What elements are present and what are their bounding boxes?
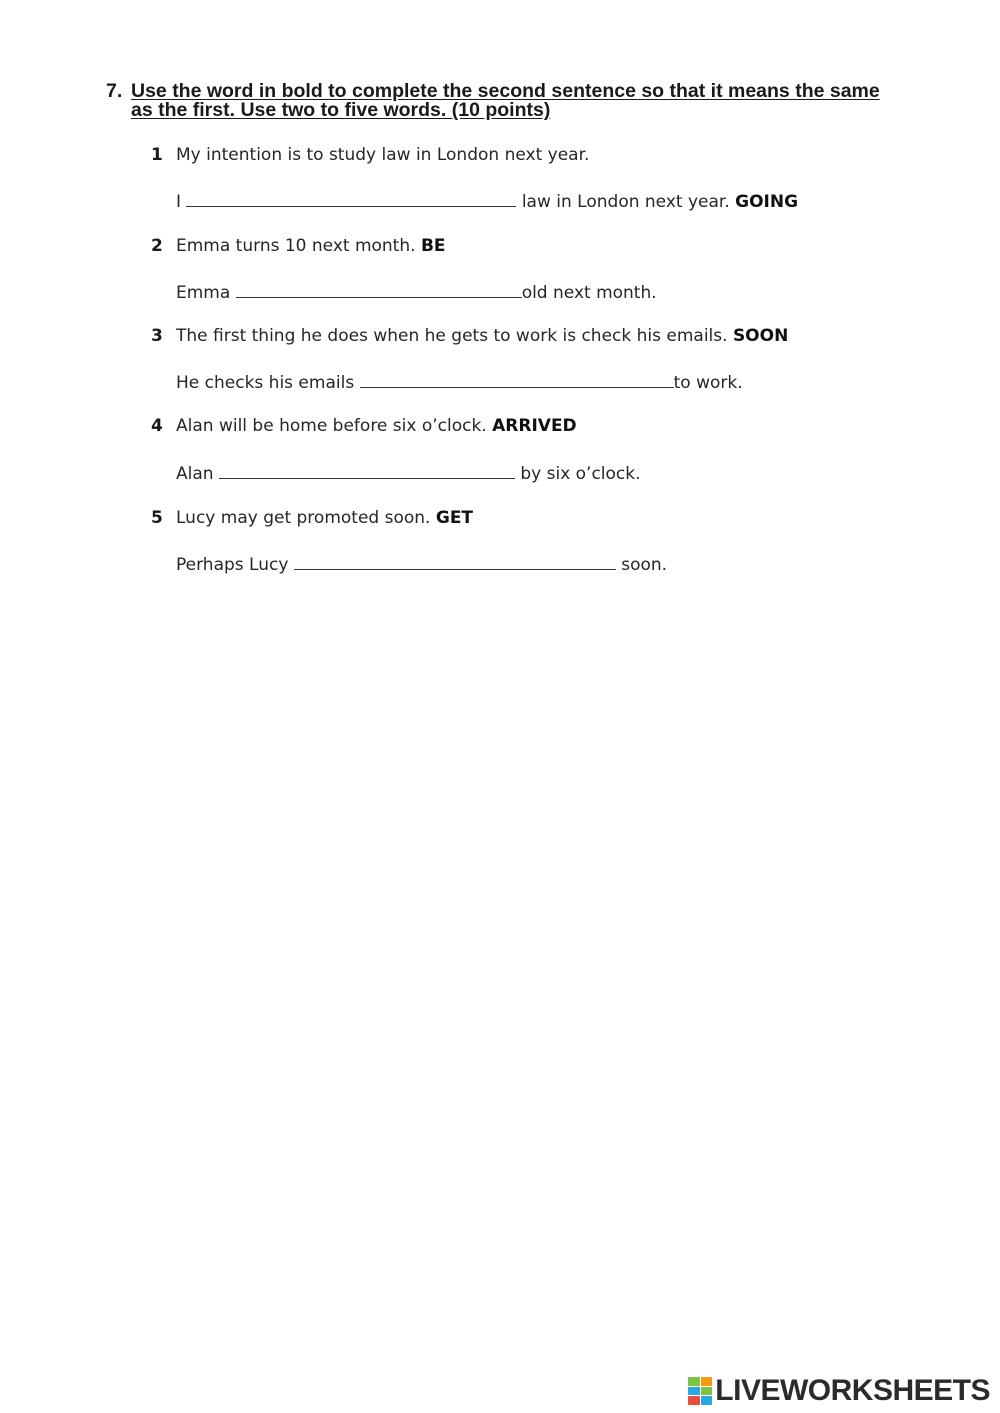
answer-after: old next month. xyxy=(521,283,657,303)
keyword: BE xyxy=(420,236,446,256)
answer-blank[interactable] xyxy=(236,280,522,298)
question-prompt xyxy=(176,325,788,347)
answer-line xyxy=(176,280,657,304)
liveworksheets-logo xyxy=(688,1374,990,1408)
question-number: 4 xyxy=(151,416,163,436)
answer-before: Perhaps Lucy xyxy=(176,555,289,575)
keyword: ARRIVED xyxy=(492,416,577,436)
answer-before: I xyxy=(176,192,182,212)
answer-before: He checks his emails xyxy=(176,373,355,393)
exercise-heading xyxy=(106,82,906,120)
keyword: GET xyxy=(435,508,474,528)
prompt-text: The first thing he does when he gets to work is check his emails. xyxy=(176,326,728,346)
answer-blank[interactable] xyxy=(186,189,516,207)
exercise-number: 7. xyxy=(106,80,123,102)
answer-line xyxy=(176,461,641,485)
answer-blank[interactable] xyxy=(360,370,674,388)
answer-after: law in London next year. xyxy=(521,192,730,212)
answer-blank[interactable] xyxy=(294,552,616,570)
answer-line xyxy=(176,189,798,213)
answer-after: soon. xyxy=(621,555,668,575)
answer-line xyxy=(176,370,743,394)
exercise-instruction: Use the word in bold to complete the second sentence so that it means the same as the first. Use two to five words. (10 points) xyxy=(131,80,880,121)
question-number: 1 xyxy=(151,145,163,165)
answer-before: Alan xyxy=(176,464,214,484)
question-prompt xyxy=(176,144,589,166)
liveworksheets-logo-icon xyxy=(688,1377,712,1405)
question-number: 5 xyxy=(151,508,163,528)
answer-after: to work. xyxy=(673,373,743,393)
answer-before: Emma xyxy=(176,283,231,303)
brand-name: LIVEWORKSHEETS xyxy=(715,1374,990,1407)
prompt-text: My intention is to study law in London next year. xyxy=(176,145,590,165)
question-prompt xyxy=(176,235,446,257)
answer-after: by six o’clock. xyxy=(520,464,641,484)
answer-blank[interactable] xyxy=(219,461,515,479)
prompt-text: Alan will be home before six o’clock. xyxy=(176,416,487,436)
question-prompt xyxy=(176,507,473,529)
question-number: 3 xyxy=(151,326,163,346)
keyword: SOON xyxy=(732,326,789,346)
prompt-text: Lucy may get promoted soon. xyxy=(176,508,431,528)
question-prompt xyxy=(176,415,577,437)
question-number: 2 xyxy=(151,236,163,256)
keyword: GOING xyxy=(735,192,799,212)
prompt-text: Emma turns 10 next month. xyxy=(176,236,416,256)
answer-line xyxy=(176,552,667,576)
